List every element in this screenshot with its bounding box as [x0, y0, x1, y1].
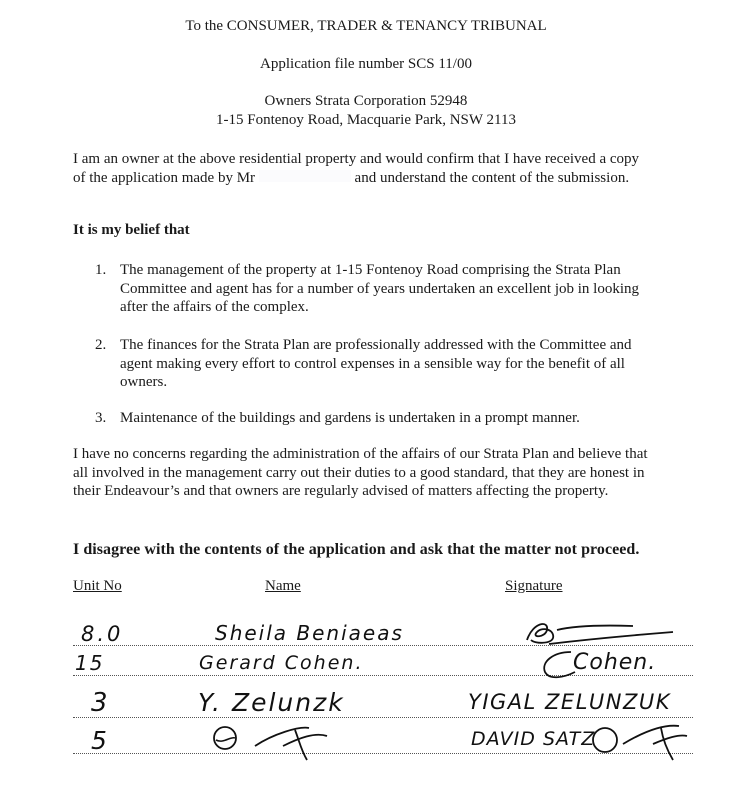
belief-item-1 — [95, 261, 655, 321]
handwritten-signature: YIGAL ZELUNZUK — [468, 690, 671, 714]
belief-number: 2. — [95, 337, 107, 353]
belief-item-3 — [95, 409, 655, 431]
intro-part-2: and understand the content of the submission. — [354, 169, 630, 186]
property-address: 1-15 Fontenoy Road, Macquarie Park, NSW 2113 — [216, 112, 516, 128]
signature-mark — [583, 716, 693, 766]
addressee: To the CONSUMER, TRADER & TENANCY TRIBUNAL — [185, 18, 547, 34]
handwritten-name: Sheila Beniaeas — [215, 621, 404, 645]
signatory-row — [73, 621, 693, 650]
handwritten-name: Gerard Cohen. — [199, 652, 364, 674]
file-number: Application file number SCS 11/00 — [260, 56, 472, 72]
handwritten-name: Y. Zelunzk — [198, 688, 345, 717]
unit-number: 15 — [75, 651, 105, 675]
signatory-row — [73, 650, 693, 680]
belief-text: The finances for the Strata Plan are professionally addressed with the Committee and agent making every effort to control expenses in a sensible way for the benefit of all owners. — [120, 337, 632, 390]
signature-mark — [531, 648, 581, 682]
belief-item-2 — [95, 336, 655, 396]
signatory-row — [73, 726, 693, 758]
belief-number: 3. — [95, 410, 107, 426]
signature-column-header: Signature — [505, 578, 563, 594]
signature-mark — [203, 720, 353, 766]
disagree-statement: I disagree with the contents of the application and ask that the matter not proceed. — [73, 541, 640, 558]
belief-heading: It is my belief that — [73, 222, 190, 238]
signature-mark — [513, 616, 693, 650]
corporation-name: Owners Strata Corporation 52948 — [264, 93, 468, 109]
unit-column-header: Unit No — [73, 578, 122, 594]
belief-text: Maintenance of the buildings and gardens is undertaken in a prompt manner. — [120, 410, 580, 426]
intro-part-1: I am an owner at the above residential property and would confirm that I have received a copy of the application made by Mr — [73, 151, 640, 186]
intro-paragraph — [73, 150, 653, 187]
belief-number: 1. — [95, 262, 107, 278]
unit-number: 8.0 — [81, 622, 124, 646]
handwritten-signature: Cohen. — [573, 650, 657, 675]
concerns-paragraph: I have no concerns regarding the administration of the affairs of our Strata Plan and believe that all involved in the management carry out their duties to a good standard, that they are honest in their Endeavour’s and that owners are regularly advised of matters affecting the property. — [73, 446, 648, 499]
redacted-name — [259, 170, 351, 182]
handwritten-signature: DAVID SATZ — [471, 728, 596, 750]
belief-text: The management of the property at 1-15 Fontenoy Road comprising the Strata Plan Committee and agent has for a number of years undertaken an excellent job in looking after the affairs of the complex. — [120, 262, 640, 315]
unit-number: 3 — [91, 688, 108, 718]
dotted-line — [73, 675, 693, 676]
unit-number: 5 — [91, 726, 107, 755]
name-column-header: Name — [265, 578, 301, 594]
